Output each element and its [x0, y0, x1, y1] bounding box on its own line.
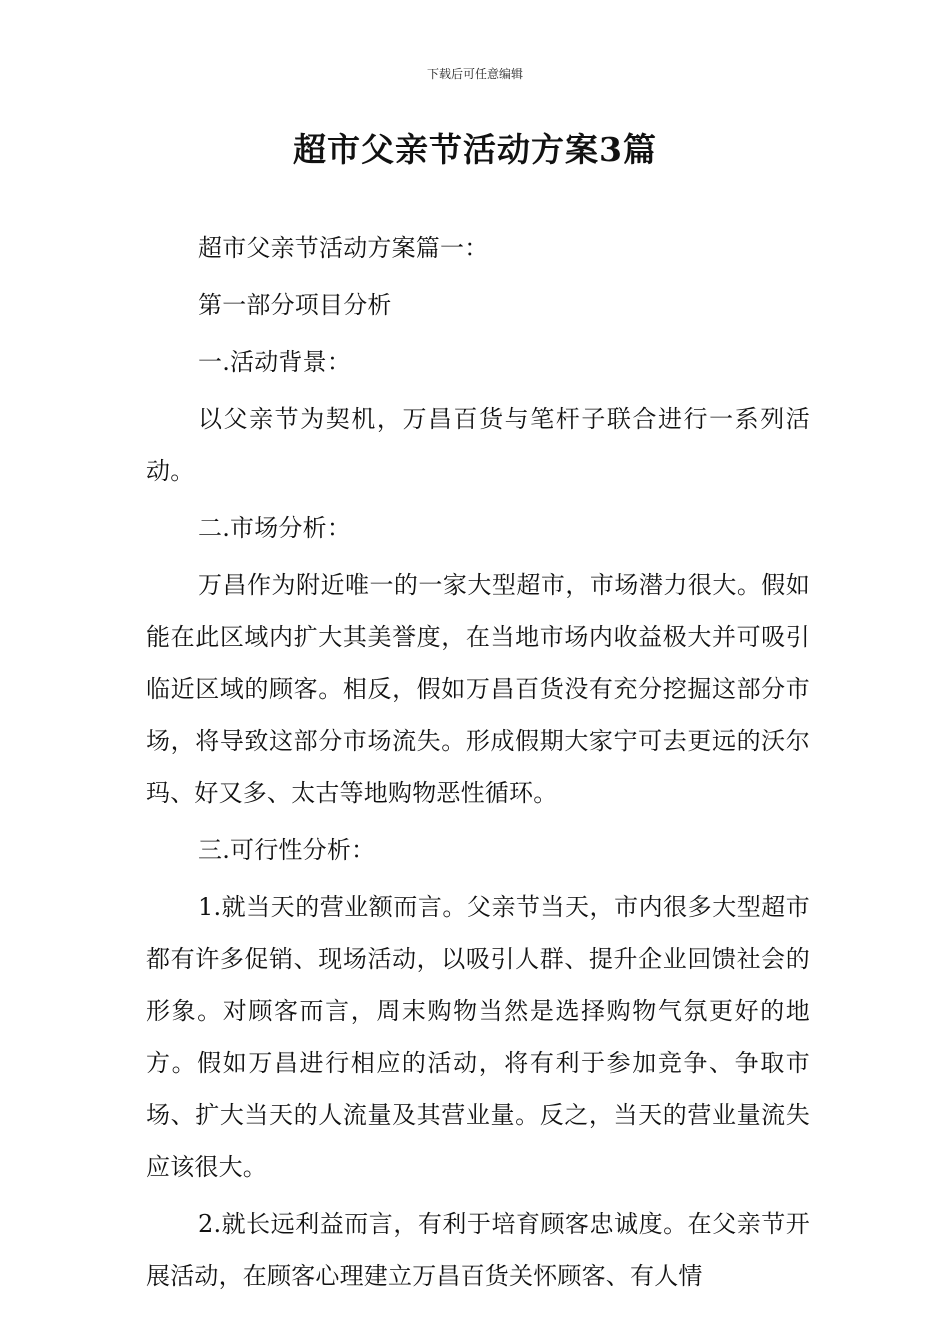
subheading-market-analysis: 二.市场分析： [198, 514, 352, 542]
subheading-feasibility: 三.可行性分析： [198, 836, 376, 864]
paragraph-feasibility-1: 1.就当天的营业额而言。父亲节当天，市内很多大型超市都有许多促销、现场活动，以吸引人群、提升企业回馈社会的形象。对顾客而言，周末购物当然是选择购物气氛更好的地方。假如万昌进行相应的活动，将有利于参加竞争、争取市场、扩大当天的人流量及其营业量。反之，当天的营业量流失应该很大。 [146, 893, 810, 1181]
paragraph-background: 以父亲节为契机，万昌百货与笔杆子联合进行一系列活动。 [146, 405, 810, 485]
paragraph-feasibility-2: 2.就长远利益而言，有利于培育顾客忠诚度。在父亲节开展活动，在顾客心理建立万昌百货关怀顾客、有人情 [146, 1210, 810, 1290]
section-heading-project-analysis: 第一部分项目分析 [198, 291, 392, 319]
document-body [146, 222, 810, 1307]
document-title: 超市父亲节活动方案3篇 [293, 130, 657, 169]
subheading-background: 一.活动背景： [198, 348, 352, 376]
paragraph-market-analysis: 万昌作为附近唯一的一家大型超市，市场潜力很大。假如能在此区域内扩大其美誉度，在当地市场内收益极大并可吸引临近区域的顾客。相反，假如万昌百货没有充分挖掘这部分市场，将导致这部分市场流失。形成假期大家宁可去更远的沃尔玛、好又多、太古等地购物恶性循环。 [146, 571, 810, 807]
section-heading-part-one: 超市父亲节活动方案篇一： [198, 234, 489, 262]
header-note: 下载后可任意编辑 [426, 67, 523, 81]
